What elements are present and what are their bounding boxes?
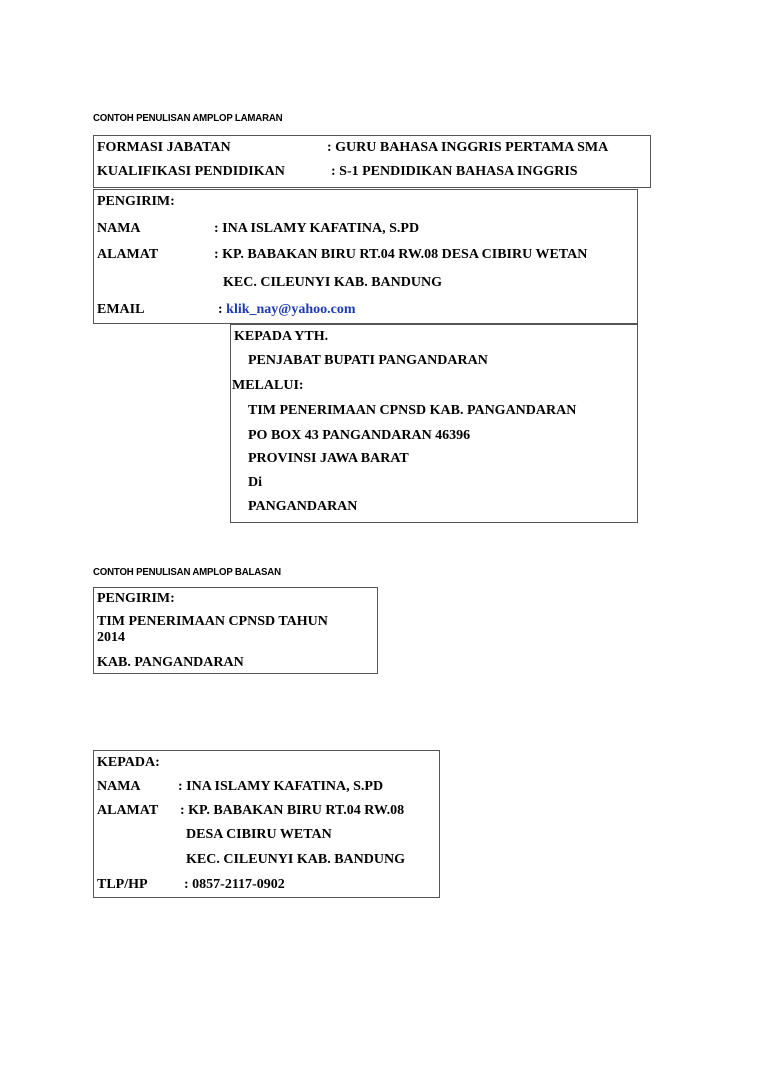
balasan-nama-label: NAMA	[97, 779, 141, 794]
balasan-alamat-label: ALAMAT	[97, 803, 159, 818]
email-colon: :	[218, 302, 227, 317]
balasan-kepada-box	[93, 750, 440, 898]
kepada-line5: Di	[248, 475, 262, 490]
balasan-tlp-value: : 0857-2117-0902	[184, 877, 285, 892]
balasan-tlp-label: TLP/HP	[97, 877, 148, 892]
alamat-label: ALAMAT	[97, 247, 159, 262]
alamat-value-line2: KEC. CILEUNYI KAB. BANDUNG	[223, 275, 442, 290]
balasan-alamat-line3: KEC. CILEUNYI KAB. BANDUNG	[186, 852, 405, 867]
formasi-value: : GURU BAHASA INGGRIS PERTAMA SMA	[327, 140, 609, 155]
email-link[interactable]: klik_nay@yahoo.com	[226, 302, 356, 317]
kepada-line3: PO BOX 43 PANGANDARAN 46396	[248, 428, 471, 443]
kualifikasi-label: KUALIFIKASI PENDIDIKAN	[97, 164, 285, 179]
pengirim-title: PENGIRIM:	[97, 194, 175, 209]
balasan-pengirim-line2: 2014	[97, 630, 125, 645]
kepada-title: KEPADA YTH.	[234, 329, 329, 344]
balasan-nama-value: : INA ISLAMY KAFATINA, S.PD	[178, 779, 384, 794]
balasan-kepada-title: KEPADA:	[97, 755, 160, 770]
melalui-label: MELALUI:	[232, 378, 304, 393]
balasan-alamat-line2: DESA CIBIRU WETAN	[186, 827, 332, 842]
alamat-value-line1: : KP. BABAKAN BIRU RT.04 RW.08 DESA CIBIRU WETAN	[214, 247, 588, 262]
kepada-line4: PROVINSI JAWA BARAT	[248, 451, 409, 466]
balasan-pengirim-line3: KAB. PANGANDARAN	[97, 655, 244, 670]
balasan-alamat-line1: : KP. BABAKAN BIRU RT.04 RW.08	[180, 803, 405, 818]
kepada-line1: PENJABAT BUPATI PANGANDARAN	[248, 353, 488, 368]
kepada-line6: PANGANDARAN	[248, 499, 358, 514]
email-label: EMAIL	[97, 302, 145, 317]
nama-value: : INA ISLAMY KAFATINA, S.PD	[214, 221, 420, 236]
heading-amplop-balasan: CONTOH PENULISAN AMPLOP BALASAN	[93, 566, 281, 578]
nama-label: NAMA	[97, 221, 141, 236]
kepada-line2: TIM PENERIMAAN CPNSD KAB. PANGANDARAN	[248, 403, 577, 418]
email-value	[218, 302, 356, 318]
kualifikasi-value: : S-1 PENDIDIKAN BAHASA INGGRIS	[331, 164, 578, 179]
heading-amplop-lamaran: CONTOH PENULISAN AMPLOP LAMARAN	[93, 112, 283, 124]
formasi-label: FORMASI JABATAN	[97, 140, 231, 155]
balasan-pengirim-title: PENGIRIM:	[97, 591, 175, 606]
balasan-pengirim-line1: TIM PENERIMAAN CPNSD TAHUN	[97, 614, 328, 629]
